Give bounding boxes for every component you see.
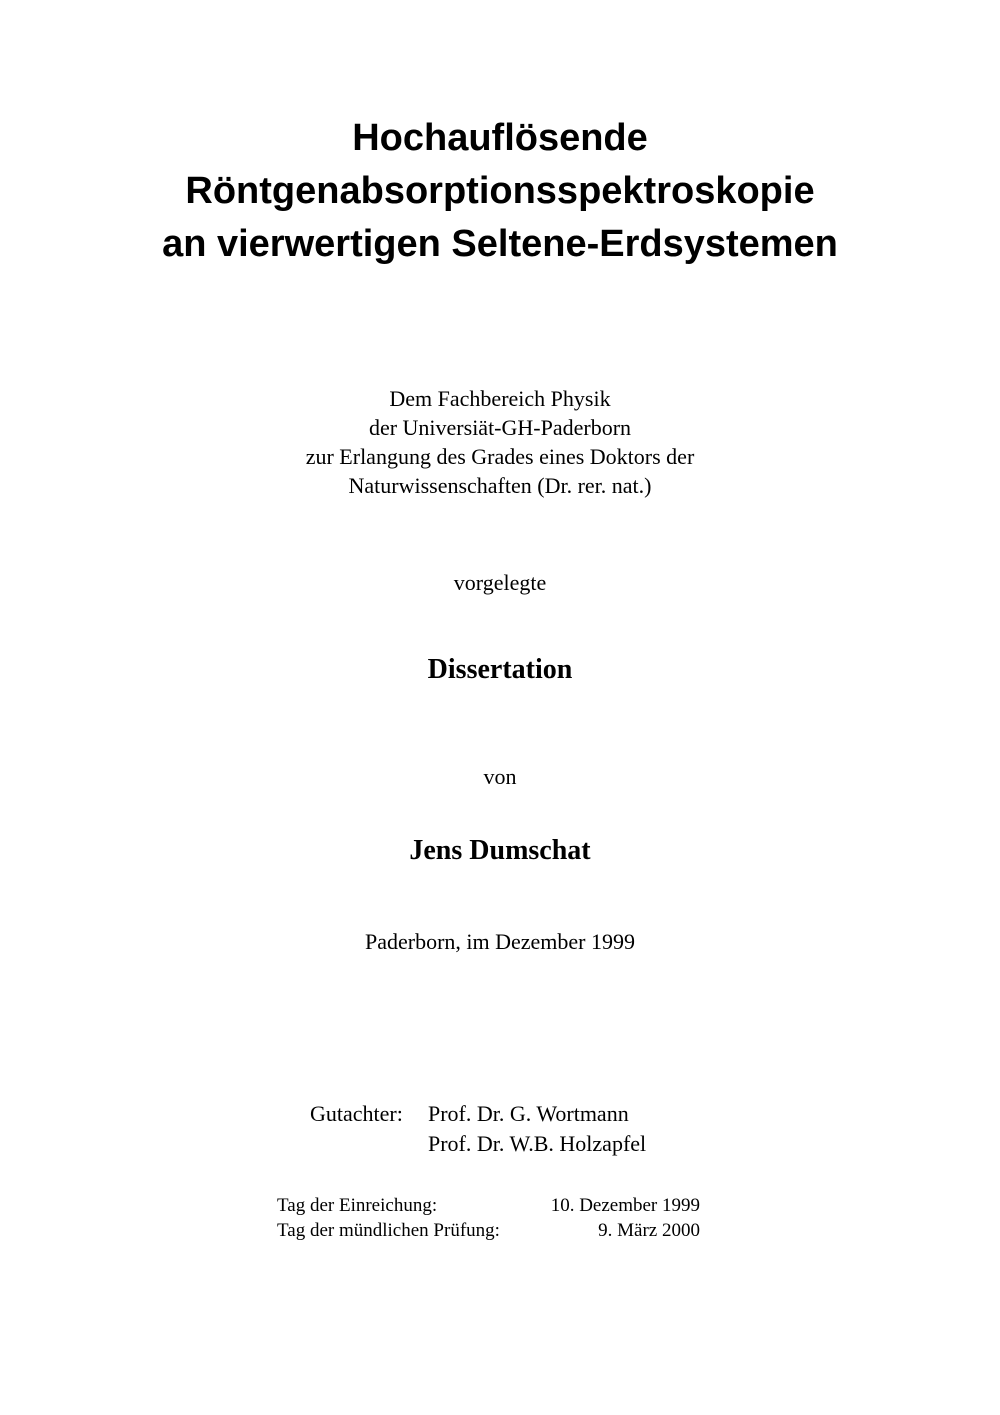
title-line: an vierwertigen Seltene-Erdsystemen (162, 223, 838, 265)
date-value: 10. Dezember 1999 (550, 1195, 700, 1216)
submission-line: zur Erlangung des Grades eines Doktors der (305, 444, 695, 469)
submission-statement (0, 384, 1000, 500)
date-label: Tag der mündlichen Prüfung: (277, 1220, 500, 1241)
reviewer-names (428, 1099, 646, 1159)
title-line: Röntgenabsorptionsspektroskopie (185, 170, 815, 212)
thesis-title (0, 112, 1000, 271)
reviewers-label: Gutachter: (310, 1101, 403, 1126)
oral-exam-date-row (277, 1218, 700, 1243)
author-name: Jens Dumschat (409, 835, 591, 866)
submission-line: Dem Fachbereich Physik (389, 386, 611, 411)
date-value: 9. März 2000 (598, 1220, 700, 1241)
reviewer-name: Prof. Dr. G. Wortmann (428, 1101, 629, 1126)
presented-label: vorgelegte (453, 570, 547, 595)
by-label: von (483, 764, 517, 789)
submission-line: der Universiät-GH-Paderborn (368, 415, 632, 440)
submission-line: Naturwissenschaften (Dr. rer. nat.) (348, 473, 652, 498)
date-label: Tag der Einreichung: (277, 1195, 438, 1216)
dates-block (277, 1193, 700, 1243)
place-date: Paderborn, im Dezember 1999 (364, 929, 636, 954)
document-type: Dissertation (427, 654, 573, 685)
reviewer-name: Prof. Dr. W.B. Holzapfel (428, 1131, 647, 1156)
submission-date-row (277, 1193, 700, 1218)
title-line: Hochauflösende (352, 117, 648, 159)
